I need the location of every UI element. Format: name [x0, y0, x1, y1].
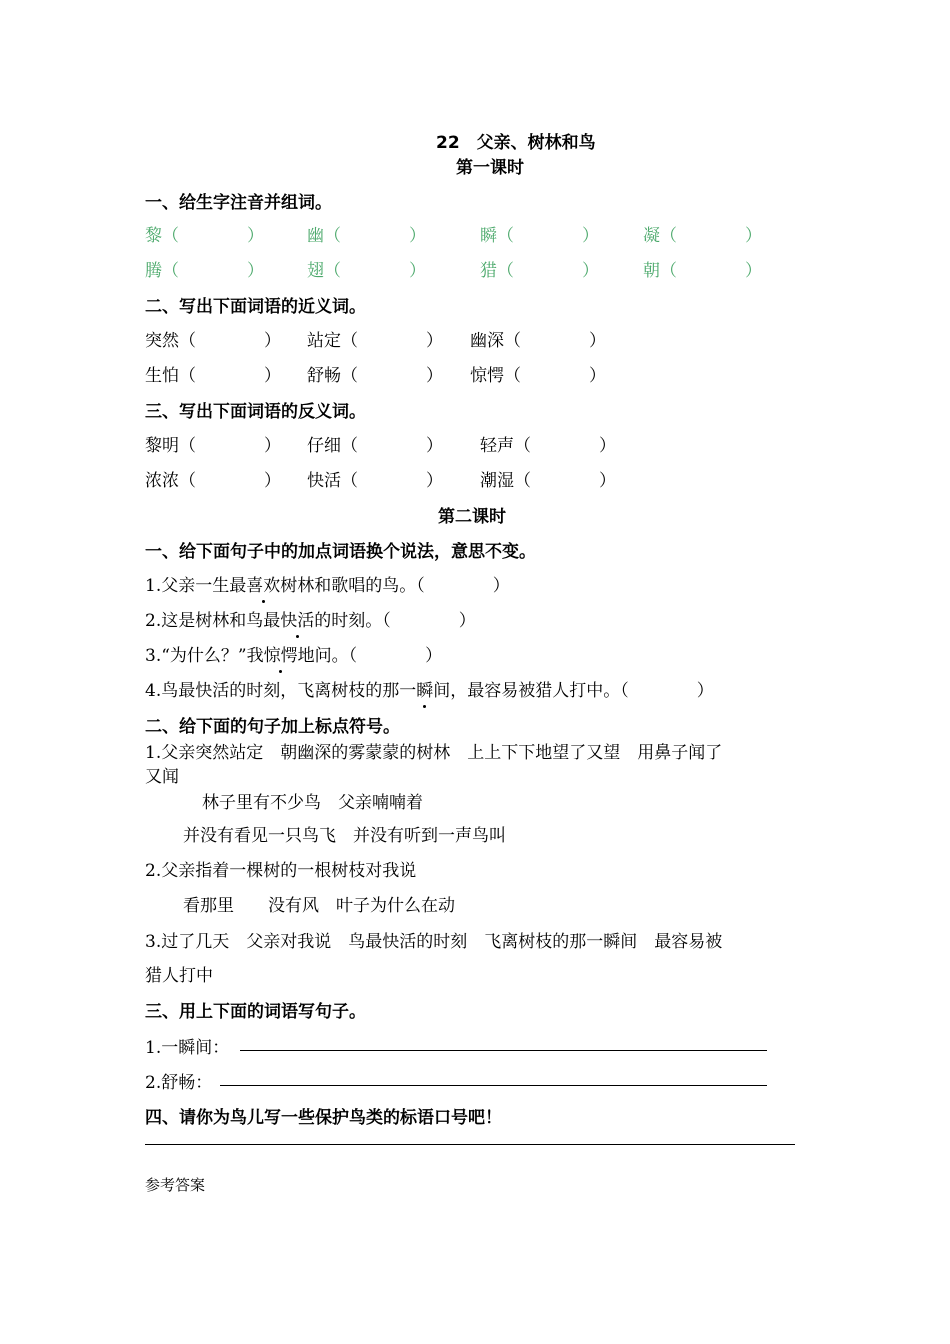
l1-q1-item: 凝（ ） [643, 226, 762, 246]
l2-q3-item: 1.一瞬间： [145, 1038, 230, 1058]
l1-q2-heading: 二、写出下面词语的近义词。 [145, 297, 366, 317]
l2-q2-line: 猎人打中 [145, 966, 213, 986]
lesson2-title: 第二课时 [438, 507, 506, 527]
l1-q3-heading: 三、写出下面词语的反义词。 [145, 402, 366, 422]
l2-q3-heading: 三、用上下面的词语写句子。 [145, 1002, 366, 1022]
answer-label: 参考答案 [145, 1176, 206, 1194]
l2-q2-line: 2.父亲指着一棵树的一根树枝对我说 [145, 861, 417, 881]
l1-q1-item: 猎（ ） [480, 261, 599, 281]
sentence-text: 2.这是树林和鸟最 [145, 611, 281, 631]
dotted-word: 惊愕 [264, 641, 298, 666]
l1-q2-item: 舒畅（ ） [307, 366, 443, 386]
answer-line[interactable] [220, 1085, 767, 1086]
sentence-text: 4.鸟最快活的时刻，飞离树枝的那 [145, 681, 400, 701]
l2-q1-sentence-4 [145, 676, 714, 701]
sentence-text: 树林和歌唱的鸟。（ ） [280, 576, 510, 596]
l1-q1-item: 幽（ ） [307, 226, 426, 246]
l1-q3-item: 浓浓（ ） [145, 471, 281, 491]
l2-q4-heading: 四、请你为鸟儿写一些保护鸟类的标语口号吧！ [145, 1108, 502, 1128]
l2-q1-heading: 一、给下面句子中的加点词语换个说法，意思不变。 [145, 542, 536, 562]
dotted-word: 喜欢 [246, 571, 280, 596]
l1-q2-item: 惊愕（ ） [470, 366, 606, 386]
dotted-word: 一瞬间 [399, 676, 450, 701]
l1-q2-item: 突然（ ） [145, 331, 281, 351]
sentence-text: 地问。（ ） [297, 646, 443, 666]
sentence-text: ，最容易被猎人打中。（ ） [450, 681, 714, 701]
l1-q3-item: 仔细（ ） [307, 436, 443, 456]
l1-q1-item: 翅（ ） [307, 261, 426, 281]
l1-q3-item: 轻声（ ） [480, 436, 616, 456]
answer-line[interactable] [240, 1050, 767, 1051]
sentence-text: 1.父亲一生最 [145, 576, 247, 596]
l2-q2-line: 又闻 [145, 767, 179, 787]
l1-q1-item: 朝（ ） [643, 261, 762, 281]
l2-q2-heading: 二、给下面的句子加上标点符号。 [145, 717, 400, 737]
l1-q2-item: 站定（ ） [307, 331, 443, 351]
dotted-word: 快活 [280, 606, 314, 631]
page-title: 22 父亲、树林和鸟 [436, 133, 596, 153]
l2-q2-line: 看那里 没有风 叶子为什么在动 [183, 896, 455, 916]
l1-q3-item: 潮湿（ ） [480, 471, 616, 491]
l1-q2-item: 生怕（ ） [145, 366, 281, 386]
l2-q2-line: 林子里有不少鸟 父亲喃喃着 [202, 793, 423, 813]
l2-q2-line: 3.过了几天 父亲对我说 鸟最快活的时刻 飞离树枝的那一瞬间 最容易被 [145, 932, 723, 952]
l1-q1-item: 腾（ ） [145, 261, 264, 281]
l1-q1-heading: 一、给生字注音并组词。 [145, 193, 332, 213]
l1-q1-item: 黎（ ） [145, 226, 264, 246]
l2-q2-line: 并没有看见一只鸟飞 并没有听到一声鸟叫 [183, 826, 506, 846]
l2-q1-sentence-2 [145, 606, 476, 631]
l2-q2-line: 1.父亲突然站定 朝幽深的雾蒙蒙的树林 上上下下地望了又望 用鼻子闻了 [145, 743, 723, 763]
answer-line[interactable] [145, 1144, 795, 1145]
l1-q3-item: 快活（ ） [307, 471, 443, 491]
l2-q1-sentence-1 [145, 571, 510, 596]
l1-q3-item: 黎明（ ） [145, 436, 281, 456]
l2-q3-item: 2.舒畅： [145, 1073, 213, 1093]
sentence-text: 3.“为什么？”我 [145, 646, 264, 666]
l2-q1-sentence-3 [145, 641, 442, 666]
l1-q2-item: 幽深（ ） [470, 331, 606, 351]
l1-q1-item: 瞬（ ） [480, 226, 599, 246]
lesson1-title: 第一课时 [456, 158, 524, 178]
sentence-text: 的时刻。（ ） [314, 611, 476, 631]
